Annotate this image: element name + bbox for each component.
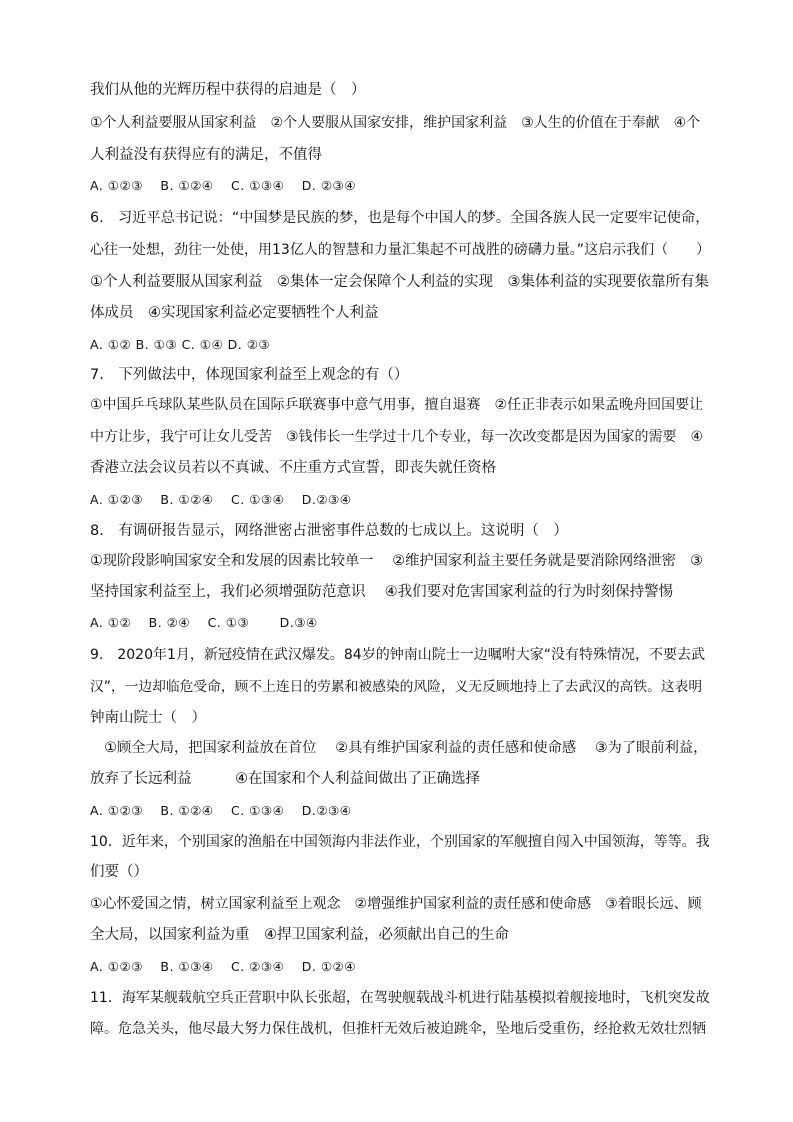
answer-options: A. ①② B. ①③ C. ①④ D. ②③ — [90, 337, 271, 352]
question-6-stem: 6. 习近平总书记说：“中国梦是民族的梦，也是每个中国人的梦。全国各族人民一定要牢记使命， — [90, 210, 710, 226]
question-9-stem: 钟南山院士（ ） — [90, 710, 206, 726]
answer-options: A. ①②③ B. ①②④ C. ①③④ D. ②③④ — [90, 178, 356, 193]
question-10-stem: 们要（） — [90, 864, 148, 880]
statement-line: 放弃了长远利益 ④在国家和个人利益间做出了正确选择 — [90, 771, 480, 787]
question-stem-line: 我们从他的光辉历程中获得的启迪是（ ） — [90, 82, 366, 98]
statement-line: 体成员 ④实现国家利益必定要牺牲个人利益 — [90, 305, 379, 321]
answer-options: A. ①②③ B. ①②④ C. ①③④ D.②③④ — [90, 492, 352, 507]
statement-line: ①中国乒乓球队某些队员在国际乒联赛事中意气用事，擅自退赛 ②任正非表示如果孟晚舟回国要让 — [90, 397, 704, 413]
question-10-stem: 10．近年来，个别国家的渔船在中国领海内非法作业，个别国家的军舰擅自闯入中国领海，等等。我 — [90, 834, 710, 850]
answer-options: A. ①②③ B. ①②④ C. ①③④ D.②③④ — [90, 803, 352, 818]
question-9-stem: 9. 2020年1月，新冠疫情在武汉爆发。84岁的钟南山院士一边嘱咐大家“没有特殊情况，不要去武 — [90, 647, 705, 663]
question-7-stem: 7. 下列做法中，体现国家利益至上观念的有（） — [90, 367, 409, 383]
question-8-stem: 8. 有调研报告显示，网络泄密占泄密事件总数的七成以上。这说明（ ） — [90, 523, 568, 539]
statement-line: 人利益没有获得应有的满足，不值得 — [90, 147, 322, 163]
statement-line: ①个人利益要服从国家利益 ②集体一定会保障个人利益的实现 ③集体利益的实现要依靠所有集 — [90, 274, 709, 290]
statement-line: ①个人利益要服从国家利益 ②个人要服从国家安排，维护国家利益 ③人生的价值在于奉献 ④个 — [90, 115, 701, 131]
answer-options: A. ①②③ B. ①③④ C. ②③④ D. ①②④ — [90, 959, 356, 974]
question-6-stem: 心往一处想，劲往一处使，用13亿人的智慧和力量汇集起不可战胜的磅礴力量。”这启示我们（ ） — [90, 242, 711, 258]
statement-line: 全大局，以国家利益为重 ④捍卫国家利益，必须献出自己的生命 — [90, 927, 509, 943]
answer-options: A. ①② B. ②④ C. ①③ D.③④ — [90, 615, 318, 630]
statement-line: ①现阶段影响国家安全和发展的因素比较单一 ②维护国家利益主要任务就是要消除网络泄密 ③ — [90, 553, 703, 569]
statement-line: ①心怀爱国之情，树立国家利益至上观念 ②增强维护国家利益的责任感和使命感 ③着眼长远、顾 — [90, 896, 702, 912]
question-11-stem: 11．海军某舰载航空兵正营职中队长张超，在驾驶舰载战斗机进行陆基模拟着舰接地时，飞机突发故 — [90, 990, 710, 1006]
question-11-stem: 障。危急关头，他尽最大努力保住战机，但推杆无效后被迫跳伞，坠地后受重伤，经抢救无效壮烈牺 — [90, 1021, 706, 1037]
question-9-stem: 汉”，一边却临危受命，顾不上连日的劳累和被感染的风险，义无反顾地持上了去武汉的高铁。这表明 — [90, 679, 703, 695]
statement-line: ①顾全大局，把国家利益放在首位 ②具有维护国家利益的责任感和使命感 ③为了眼前利益， — [90, 740, 708, 756]
statement-line: 中方让步，我宁可让女儿受苦 ③钱伟长一生学过十几个专业，每一次改变都是因为国家的需要 ④ — [90, 429, 704, 445]
statement-line: 香港立法会议员若以不真诚、不庄重方式宣誓，即丧失就任资格 — [90, 460, 496, 476]
statement-line: 坚持国家利益至上，我们必须增强防范意识 ④我们要对危害国家利益的行为时刻保持警惕 — [90, 584, 674, 600]
